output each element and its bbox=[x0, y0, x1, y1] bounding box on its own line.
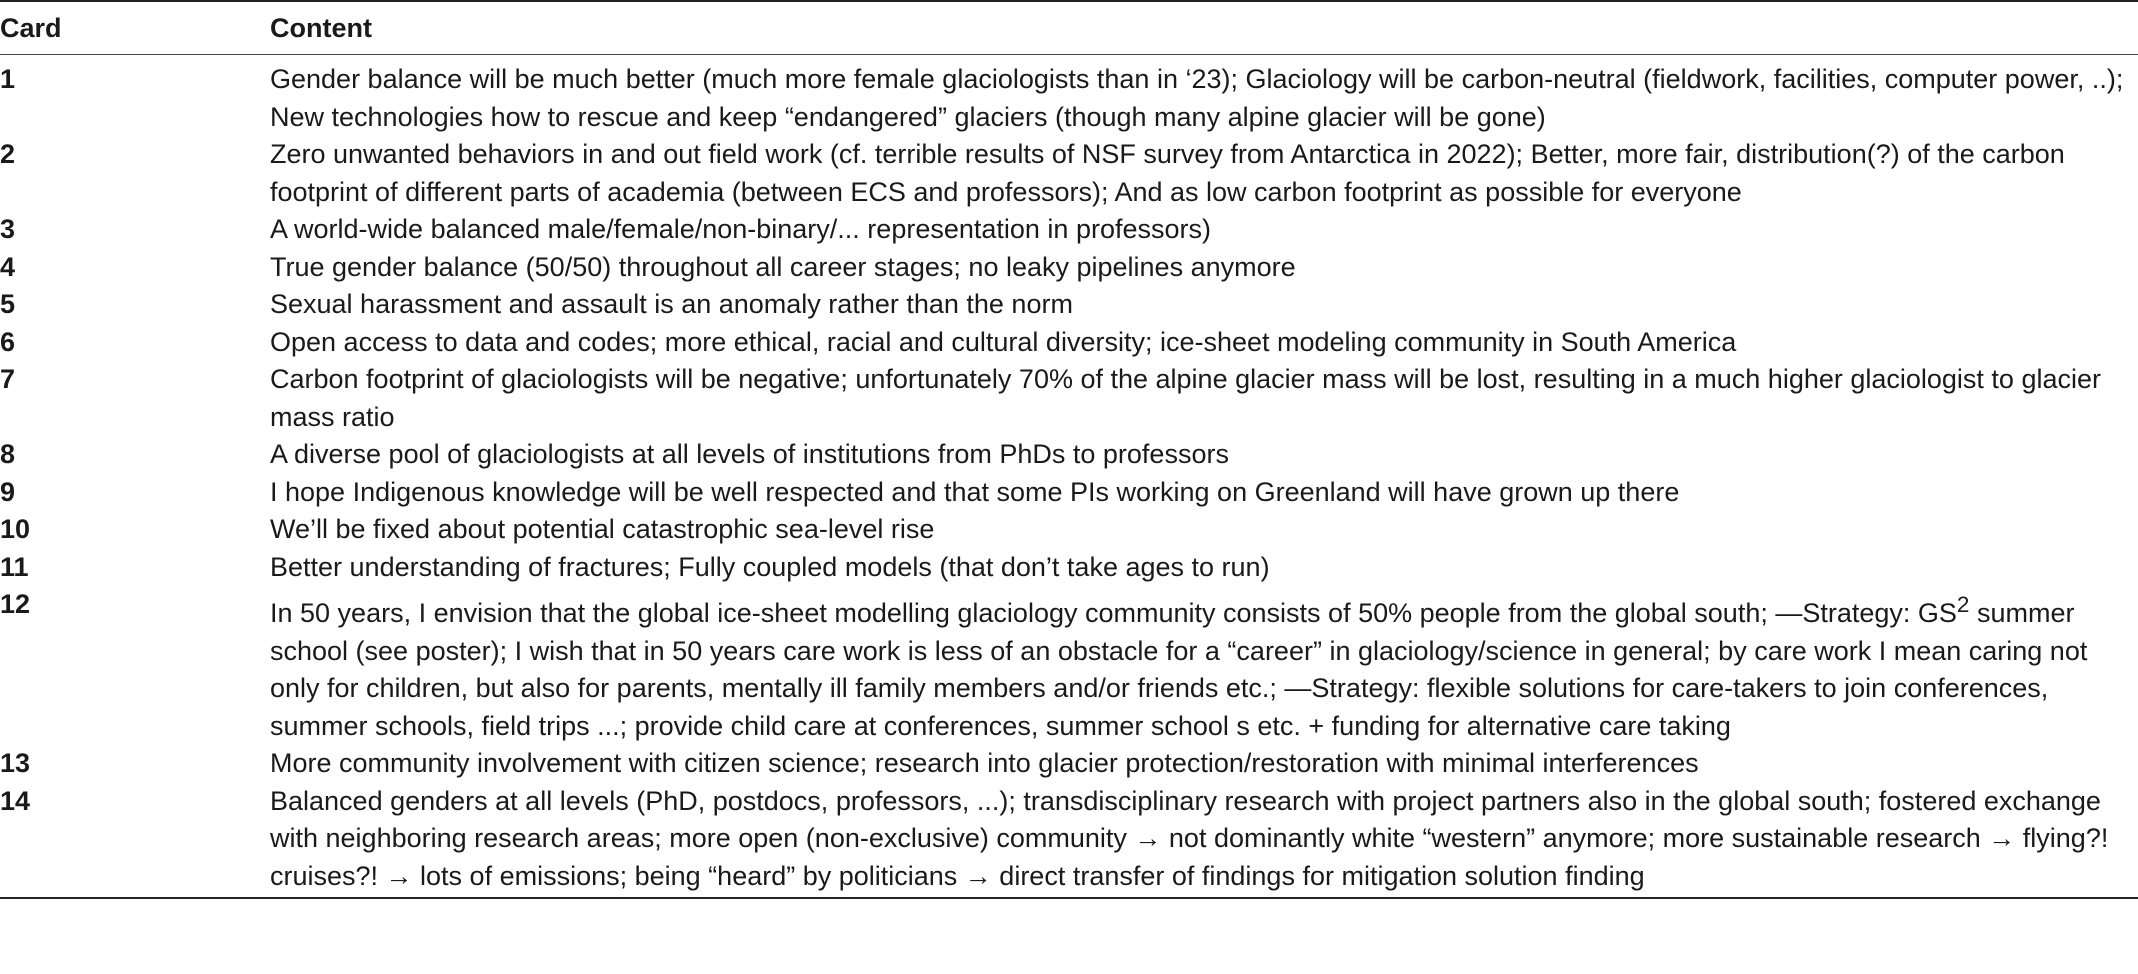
card-number: 9 bbox=[0, 476, 16, 507]
table-row bbox=[0, 511, 2138, 549]
header-content: Content bbox=[270, 1, 2138, 55]
table-row bbox=[0, 745, 2138, 783]
header-card: Card bbox=[0, 1, 270, 55]
card-content: A diverse pool of glaciologists at all levels of institutions from PhDs to professors bbox=[270, 439, 1229, 469]
card-number: 11 bbox=[0, 551, 29, 582]
card-number: 14 bbox=[0, 785, 31, 816]
card-number: 1 bbox=[0, 64, 16, 94]
card-content: I hope Indigenous knowledge will be well respected and that some PIs working on Greenland will have grown up there bbox=[270, 476, 1680, 507]
card-number: 2 bbox=[0, 139, 16, 169]
card-number: 12 bbox=[0, 589, 31, 619]
table-row bbox=[0, 474, 2138, 512]
card-content: More community involvement with citizen science; research into glacier protection/restoration with minimal interferences bbox=[270, 748, 1699, 778]
table-row bbox=[0, 249, 2138, 287]
card-content: Gender balance will be much better (much more female glaciologists than in ‘23); Glaciology will be carbon-neutral (fieldwork, facilities, computer power, ..); New technologies how to rescue and keep “endangered” glaciers (though many alpine glacier will be gone) bbox=[270, 64, 2124, 132]
card-number: 5 bbox=[0, 289, 16, 319]
card-number: 4 bbox=[0, 251, 16, 282]
table-row bbox=[0, 136, 2138, 211]
card-number: 13 bbox=[0, 748, 31, 778]
table-row bbox=[0, 783, 2138, 899]
table-row bbox=[0, 55, 2138, 137]
card-number: 10 bbox=[0, 514, 31, 544]
card-content bbox=[270, 586, 2138, 745]
superscript: 2 bbox=[1956, 592, 1970, 617]
card-number: 3 bbox=[0, 214, 16, 244]
card-content: Better understanding of fractures; Fully coupled models (that don’t take ages to run) bbox=[270, 551, 1270, 582]
card-content: Sexual harassment and assault is an anomaly rather than the norm bbox=[270, 289, 1073, 319]
card-content-part-b: summer school (see poster); I wish that in 50 years care work is less of an obstacle for a “career” in glaciology/science in general; by care work I mean caring not only for children, but also for parents, mentally ill family members and/or friends etc.; —Strategy: flexible solutions for care-takers to join conferences, summer schools, field trips ...; provide child care at conferences, summer school s etc. + funding for alternative care taking bbox=[270, 598, 2088, 741]
card-content: We’ll be fixed about potential catastrophic sea-level rise bbox=[270, 514, 935, 544]
table-row bbox=[0, 211, 2138, 249]
table-row bbox=[0, 361, 2138, 436]
card-content: A world-wide balanced male/female/non-binary/... representation in professors) bbox=[270, 214, 1211, 244]
card-content-part-a: In 50 years, I envision that the global ice-sheet modelling glaciology community consists of 50% people from the global south; —Strategy: GS bbox=[270, 598, 1957, 628]
card-content: Carbon footprint of glaciologists will be negative; unfortunately 70% of the alpine glacier mass will be lost, resulting in a much higher glaciologist to glacier mass ratio bbox=[270, 364, 2101, 432]
card-content: Open access to data and codes; more ethical, racial and cultural diversity; ice-sheet modeling community in South America bbox=[270, 326, 1737, 357]
table-row bbox=[0, 586, 2138, 745]
card-number: 6 bbox=[0, 326, 16, 357]
header-row bbox=[0, 1, 2138, 55]
card-content: True gender balance (50/50) throughout all career stages; no leaky pipelines anymore bbox=[270, 251, 1296, 282]
table-row bbox=[0, 286, 2138, 324]
card-content: Zero unwanted behaviors in and out field work (cf. terrible results of NSF survey from Antarctica in 2022); Better, more fair, distribution(?) of the carbon footprint of different parts of academia (between ECS and professors); And as low carbon footprint as possible for everyone bbox=[270, 139, 2065, 207]
card-number: 8 bbox=[0, 439, 16, 469]
table-row bbox=[0, 436, 2138, 474]
table-row bbox=[0, 324, 2138, 362]
table-row bbox=[0, 549, 2138, 587]
card-content: Balanced genders at all levels (PhD, postdocs, professors, ...); transdisciplinary research with project partners also in the global south; fostered exchange with neighboring research areas; more open (non-exclusive) community → not dominantly white “western” anymore; more sustainable research → flying?! cruises?! → lots of emissions; being “heard” by politicians → direct transfer of findings for mitigation solution finding bbox=[270, 785, 2109, 891]
card-number: 7 bbox=[0, 364, 16, 394]
